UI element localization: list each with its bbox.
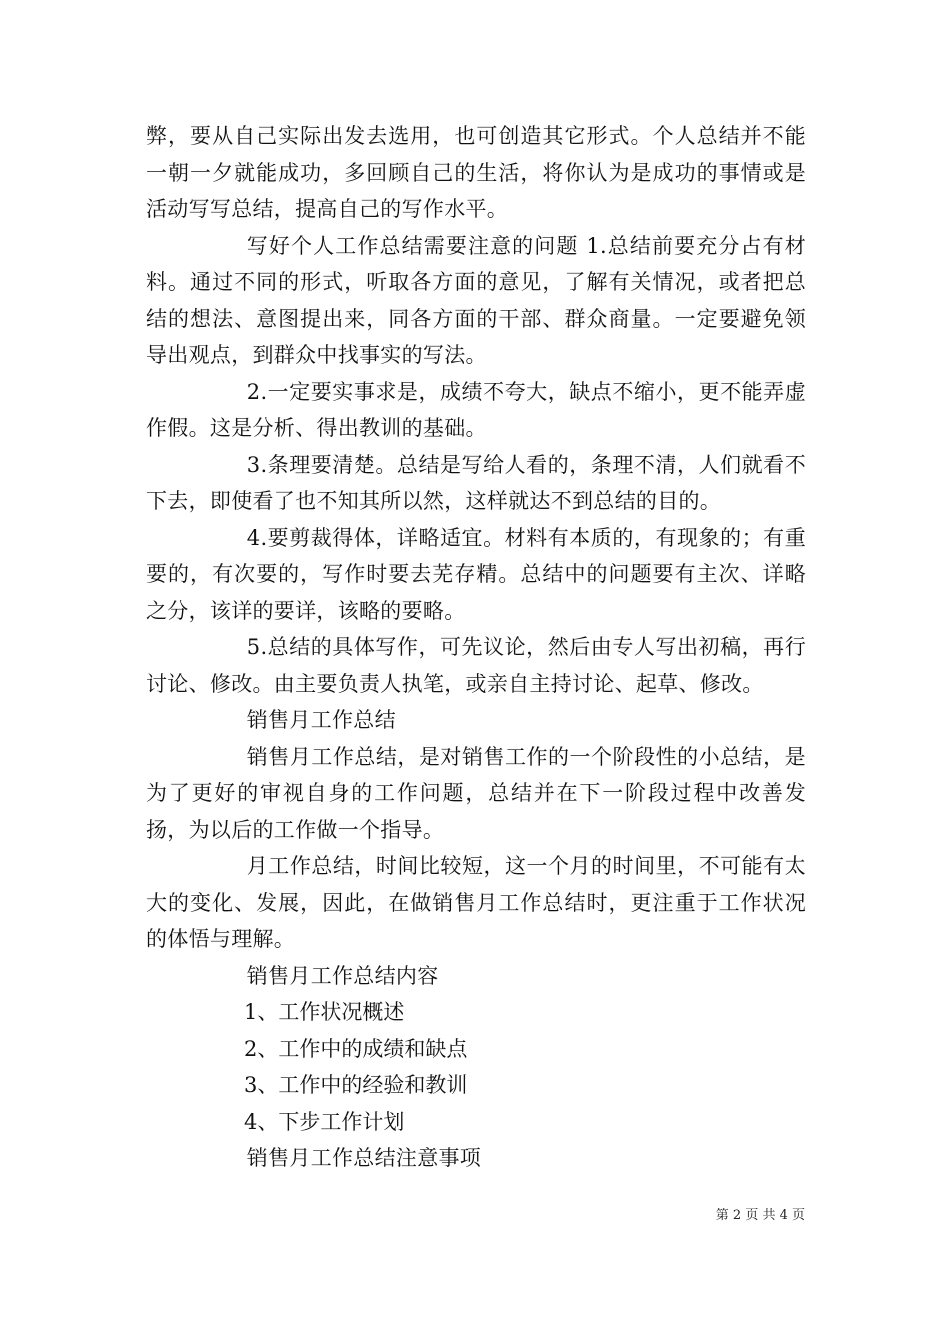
page-number: 第 2 页 共 4 页 xyxy=(715,1208,805,1223)
paragraph-point-4: 4.要剪裁得体，详略适宜。材料有本质的，有现象的；有重要的，有次要的，写作时要去芜存精。总结中的问题要有主次、详略之分，该详的要详，该略的要略。 xyxy=(146,525,806,623)
list-item: 4、下步工作计划 xyxy=(244,1109,405,1134)
section-heading-sales-summary: 销售月工作总结 xyxy=(246,708,396,732)
list-item: 3、工作中的经验和教训 xyxy=(244,1073,468,1097)
paragraph-sales-definition: 销售月工作总结，是对销售工作的一个阶段性的小总结，是为了更好的审视自身的工作问题，总结并在下一阶段过程中改善发扬，为以后的工作做一个指导。 xyxy=(146,744,806,842)
section-heading-summary-content: 销售月工作总结内容 xyxy=(246,963,439,988)
list-item: 1、工作状况概述 xyxy=(244,1000,405,1024)
paragraph-point-5: 5.总结的具体写作，可先议论，然后由专人写出初稿，再行讨论、修改。由主要负责人执笔，或亲自主持讨论、起草、修改。 xyxy=(146,635,806,696)
paragraph-continuation: 弊，要从自己实际出发去选用，也可创造其它形式。个人总结并不能一朝一夕就能成功，多回顾自己的生活，将你认为是成功的事情或是活动写写总结，提高自己的写作水平。 xyxy=(146,124,806,221)
section-heading-notes: 销售月工作总结注意事项 xyxy=(246,1146,482,1170)
list-item: 2、工作中的成绩和缺点 xyxy=(244,1036,468,1061)
paragraph-notes-intro: 写好个人工作总结需要注意的问题 1.总结前要充分占有材料。通过不同的形式，听取各方面的意见，了解有关情况，或者把总结的想法、意图提出来，同各方面的干部、群众商量。一定要避免领导出观点，到群众中找事实的写法。 xyxy=(146,233,806,367)
paragraph-point-2: 2.一定要实事求是，成绩不夸大，缺点不缩小，更不能弄虚作假。这是分析、得出教训的基础。 xyxy=(146,379,806,440)
paragraph-point-3: 3.条理要清楚。总结是写给人看的，条理不清，人们就看不下去，即使看了也不知其所以然，这样就达不到总结的目的。 xyxy=(146,452,806,513)
document-body xyxy=(146,118,806,1177)
paragraph-monthly-summary: 月工作总结，时间比较短，这一个月的时间里，不可能有太大的变化、发展，因此，在做销售月工作总结时，更注重于工作状况的体悟与理解。 xyxy=(146,854,806,951)
